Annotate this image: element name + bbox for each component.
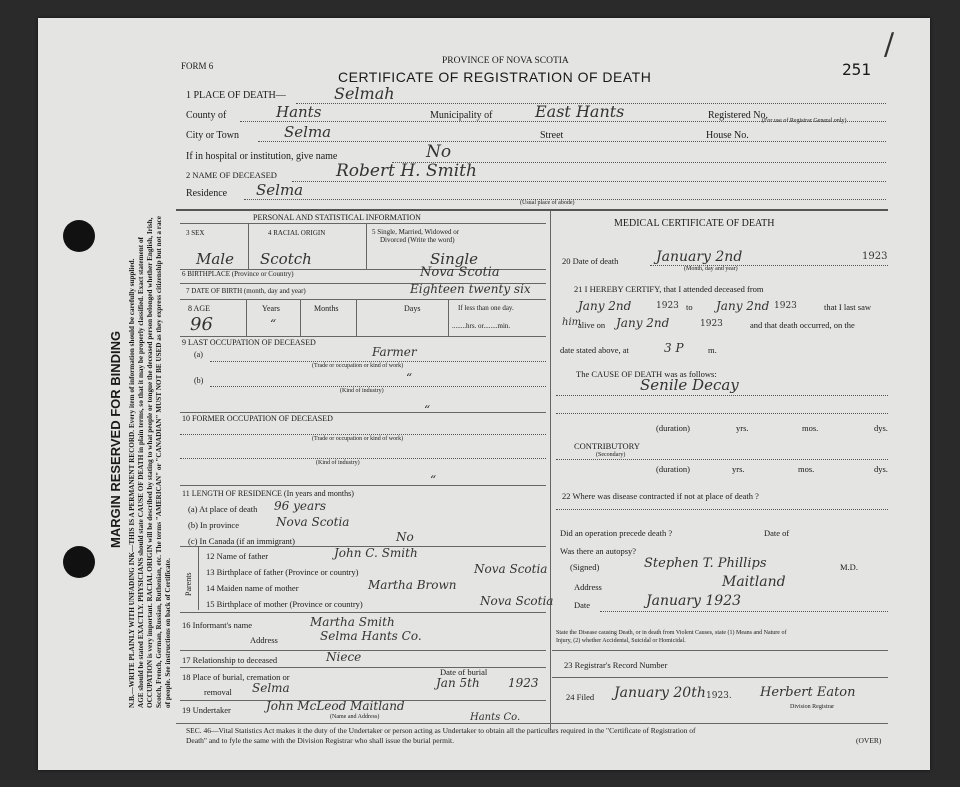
label-yrs-1: yrs. <box>736 423 749 433</box>
label-filed: 24 Filed <box>566 692 595 702</box>
instructions-4: Scotch, French, German, Russian, Ruthenian, etc. The terms "AMERICAN" or "CANADIAN" MUST NOT BE USED as they express citizenship but not a race <box>155 216 163 708</box>
value-filed-year: 1923. <box>706 691 732 701</box>
label-father-name: 12 Name of father <box>206 551 269 561</box>
value-industry: “ <box>406 371 413 385</box>
label-birthplace: 6 BIRTHPLACE (Province or Country) <box>182 270 294 278</box>
label-mos-2: mos. <box>798 464 815 474</box>
label-place-of-death: 1 PLACE OF DEATH— <box>186 90 286 101</box>
value-mother-name: Martha Brown <box>368 578 457 592</box>
label-informant-address: Address <box>250 635 278 645</box>
value-attend-to-year: 1923 <box>774 301 797 311</box>
label-secondary: (Secondary) <box>596 452 626 458</box>
value-municipality: East Hants <box>535 102 625 121</box>
value-birthplace: Nova Scotia <box>420 265 500 280</box>
cert-number: 251 <box>842 60 871 79</box>
value-sex: Male <box>196 250 234 268</box>
label-cause: The CAUSE OF DEATH was as follows: <box>576 369 717 379</box>
value-death-date: January 2nd <box>656 249 743 265</box>
label-mother-name: 14 Maiden name of mother <box>206 583 299 593</box>
binding-hole-top <box>63 220 95 252</box>
value-occupation: Farmer <box>372 345 417 359</box>
label-dys-1: dys. <box>874 423 888 433</box>
label-record-number: 23 Registrar's Record Number <box>564 660 668 670</box>
instructions-3: OCCUPATION is very important. RACIAL ORIGIN will be described by stating to what people or tongue the deceased person belonged whether English, Irish, <box>146 217 154 708</box>
label-less-day: If less than one day. <box>458 304 514 312</box>
label-trade-note: (Trade or occupation or kind of work) <box>312 363 404 369</box>
label-date-stated: date stated above, at <box>560 345 629 355</box>
label-house: House No. <box>706 130 749 141</box>
label-residence: Residence <box>186 188 228 199</box>
label-mother-bp: 15 Birthplace of mother (Province or country) <box>206 599 363 609</box>
value-city: Selma <box>284 123 332 141</box>
label-contributory: CONTRIBUTORY <box>574 441 640 451</box>
value-dob: Eighteen twenty six <box>410 282 531 296</box>
value-former-occ: “ <box>424 403 431 417</box>
margin-label: MARGIN RESERVED FOR BINDING <box>108 330 123 548</box>
value-med-date: January 1923 <box>646 593 742 609</box>
label-relationship: 17 Relationship to deceased <box>182 655 278 665</box>
label-last-saw: that I last saw <box>824 302 871 312</box>
value-burial-date: Jan 5th <box>436 676 480 690</box>
value-age-years: “ <box>270 317 277 331</box>
value-saw-prefix: him <box>562 317 582 328</box>
label-age: 8 AGE <box>188 304 210 313</box>
label-hospital: If in hospital or institution, give name <box>186 151 338 162</box>
label-street: Street <box>540 130 564 141</box>
label-dys-2: dys. <box>874 464 888 474</box>
label-racial: 4 RACIAL ORIGIN <box>268 229 326 237</box>
instructions-1: N.B.—WRITE PLAINLY WITH UNFADING INK—THIS IS A PERMANENT RECORD. Every item of information should be carefully supplied. <box>128 258 136 708</box>
value-residence: Selma <box>256 181 304 199</box>
label-occ-b: (b) <box>194 376 204 385</box>
label-industry-note-2: (Kind of industry) <box>316 460 360 466</box>
label-last-occ: 9 LAST OCCUPATION OF DECEASED <box>182 338 316 347</box>
value-undertaker-2: Hants Co. <box>470 712 521 723</box>
value-alive-year: 1923 <box>700 319 723 329</box>
label-municipality: Municipality of <box>430 110 493 121</box>
label-marital: 5 Single, Married, Widowed or <box>372 228 460 236</box>
label-months: Months <box>314 304 339 313</box>
value-in-canada: No <box>396 530 414 544</box>
value-hospital: No <box>426 142 452 162</box>
label-date-burial: Date of burial <box>440 667 488 677</box>
label-duration-2: (duration) <box>656 464 690 474</box>
certificate-paper <box>38 18 930 770</box>
label-in-canada: (c) In Canada (if an immigrant) <box>188 536 295 546</box>
label-month-day: (Month, day and year) <box>684 266 738 272</box>
label-name: 2 NAME OF DECEASED <box>186 170 277 180</box>
label-med-date: Date <box>574 600 591 610</box>
sec46-note-2: Death" and to fyle the same with the Division Registrar who shall issue the burial permit. <box>186 736 455 745</box>
label-city: City or Town <box>186 130 240 141</box>
personal-header: PERSONAL AND STATISTICAL INFORMATION <box>253 213 421 222</box>
value-mother-bp: Nova Scotia <box>480 594 554 608</box>
label-days: Days <box>404 304 421 313</box>
label-med-address: Address <box>574 582 602 592</box>
label-usual-place: (Usual place of abode) <box>520 200 575 206</box>
value-county: Hants <box>276 103 322 121</box>
label-state-note-2: Injury, (2) whether Accidental, Suicidal or Homicidal. <box>556 638 686 644</box>
label-m: m. <box>708 345 717 355</box>
value-relationship: Niece <box>326 650 362 664</box>
label-name-address: (Name and Address) <box>330 714 380 720</box>
label-in-province: (b) In province <box>188 520 239 530</box>
label-to: to <box>686 302 693 312</box>
label-certify: 21 I HEREBY CERTIFY, that I attended deceased from <box>574 284 764 294</box>
value-time: 3 P <box>664 341 684 355</box>
value-name: Robert H. Smith <box>336 161 477 181</box>
label-mos-1: mos. <box>802 423 819 433</box>
value-burial-year: 1923 <box>508 676 539 690</box>
label-occurred: and that death occurred, on the <box>750 320 855 330</box>
label-industry-note: (Kind of industry) <box>340 388 384 394</box>
label-informant: 16 Informant's name <box>182 620 252 630</box>
label-occ-a: (a) <box>194 350 203 359</box>
value-cause: Senile Decay <box>640 376 739 394</box>
label-operation: Did an operation precede death ? <box>560 528 673 538</box>
label-parents: Parents <box>184 572 193 596</box>
value-father-name: John C. Smith <box>334 546 418 560</box>
label-registrar-use: (For use of Registrar General only) <box>762 118 847 124</box>
label-years: Years <box>262 304 280 313</box>
value-signed: Stephen T. Phillips <box>644 556 767 571</box>
label-date-of: Date of <box>764 528 790 538</box>
label-length: 11 LENGTH OF RESIDENCE (In years and months) <box>182 489 354 498</box>
page-title: CERTIFICATE OF REGISTRATION OF DEATH <box>338 69 652 85</box>
value-marital: Single <box>430 250 479 268</box>
label-division-registrar: Division Registrar <box>790 704 835 710</box>
label-signed: (Signed) <box>570 562 600 572</box>
label-registered-no: Registered No. <box>708 110 768 121</box>
label-md: M.D. <box>840 562 858 572</box>
label-alive-on: alive on <box>578 320 606 330</box>
value-in-province: Nova Scotia <box>276 515 350 529</box>
value-med-address: Maitland <box>722 574 786 590</box>
value-attend-from: Jany 2nd <box>578 299 632 313</box>
value-at-place: 96 years <box>274 499 327 513</box>
value-place-of-death: Selmah <box>334 84 395 103</box>
label-former-occ: 10 FORMER OCCUPATION OF DECEASED <box>182 414 333 423</box>
value-informant-address: Selma Hants Co. <box>320 629 422 643</box>
value-death-year: 1923 <box>862 251 888 262</box>
value-father-bp: Nova Scotia <box>474 562 548 576</box>
label-marital-2: Divorced (Write the word) <box>380 236 455 244</box>
form-number: FORM 6 <box>181 61 214 71</box>
label-burial: 18 Place of burial, cremation or <box>182 672 290 682</box>
label-duration-1: (duration) <box>656 423 690 433</box>
label-over: (OVER) <box>856 736 882 745</box>
check-mark: / <box>884 27 895 62</box>
value-undertaker: John McLeod Maitland <box>266 699 405 713</box>
value-racial: Scotch <box>260 250 312 268</box>
value-informant: Martha Smith <box>310 615 395 629</box>
label-dob: 7 DATE OF BIRTH (month, day and year) <box>186 287 306 295</box>
label-county: County of <box>186 110 227 121</box>
label-removal: removal <box>204 687 232 697</box>
label-date-death: 20 Date of death <box>562 256 619 266</box>
value-burial-place: Selma <box>252 681 290 695</box>
label-autopsy: Was there an autopsy? <box>560 546 637 556</box>
value-attend-to: Jany 2nd <box>716 299 770 313</box>
label-trade-note-2: (Trade or occupation or kind of work) <box>312 436 404 442</box>
label-contracted: 22 Where was disease contracted if not at place of death ? <box>562 491 759 501</box>
label-father-bp: 13 Birthplace of father (Province or country) <box>206 567 359 577</box>
value-attend-from-year: 1923 <box>656 301 679 311</box>
value-registrar: Herbert Eaton <box>760 685 856 700</box>
label-at-place: (a) At place of death <box>188 504 258 514</box>
medical-header: MEDICAL CERTIFICATE OF DEATH <box>614 218 775 229</box>
label-hrs-min: ........hrs. or........min. <box>452 322 511 330</box>
instructions-5: of people. See instructions on back of Certificate. <box>164 558 172 708</box>
label-sex: 3 SEX <box>186 229 205 237</box>
value-filed-date: January 20th <box>614 685 706 701</box>
binding-hole-bottom <box>63 546 95 578</box>
value-alive-date: Jany 2nd <box>616 316 670 330</box>
province: PROVINCE OF NOVA SCOTIA <box>442 56 569 66</box>
sec46-note: SEC. 46—Vital Statistics Act makes it the duty of the Undertaker or person acting as Undertaker to obtain all the particulars required in the "Certificate of Registration of <box>186 726 696 735</box>
value-age: 96 <box>190 314 213 335</box>
label-undertaker: 19 Undertaker <box>182 705 231 715</box>
value-former-industry: “ <box>430 473 437 487</box>
label-yrs-2: yrs. <box>732 464 745 474</box>
instructions-2: AGE should be stated EXACTLY. PHYSICIANS should state CAUSE OF DEATH in plain terms, so that it may be properly classified. Exact statement of <box>137 237 145 708</box>
label-state-note: State the Disease causing Death, or in death from Violent Causes, state (1) Means and Nature of <box>556 630 787 636</box>
